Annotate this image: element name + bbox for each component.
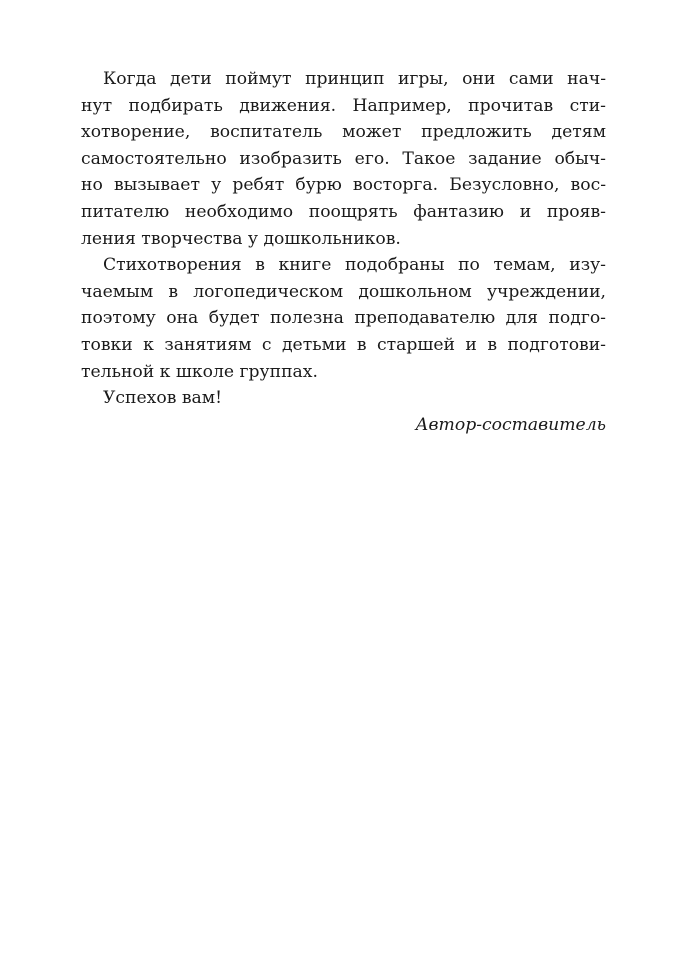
text-line: Успехов вам! [103, 388, 223, 409]
text-line: Когда дети поймут принцип игры, они сами нач- [103, 69, 606, 89]
document-page [81, 66, 606, 438]
text-line: но вызывает у ребят бурю восторга. Безусловно, вос- [81, 175, 606, 196]
paragraph-1 [81, 66, 606, 252]
text-line: ления творчества у дошкольников. [81, 228, 401, 249]
text-line: товки к занятиям с детьми в старшей и в подготови- [81, 334, 606, 355]
text-line: питателю необходимо поощрять фантазию и прояв- [81, 201, 606, 222]
author-signature: Автор-составитель [415, 414, 606, 435]
paragraph-2 [81, 252, 606, 385]
text-line: самостоятельно изобразить его. Такое задание обыч- [81, 148, 606, 169]
text-line: тельной к школе группах. [81, 361, 318, 382]
text-line: нут подбирать движения. Например, прочитав сти- [81, 95, 606, 116]
text-line: хотворение, воспитатель может предложить детям [81, 122, 606, 143]
text-line: поэтому она будет полезна преподавателю для подго- [81, 308, 606, 329]
text-line: чаемым в логопедическом дошкольном учреждении, [81, 281, 606, 302]
paragraph-3 [81, 385, 606, 412]
text-line: Стихотворения в книге подобраны по темам, изу- [103, 255, 606, 276]
